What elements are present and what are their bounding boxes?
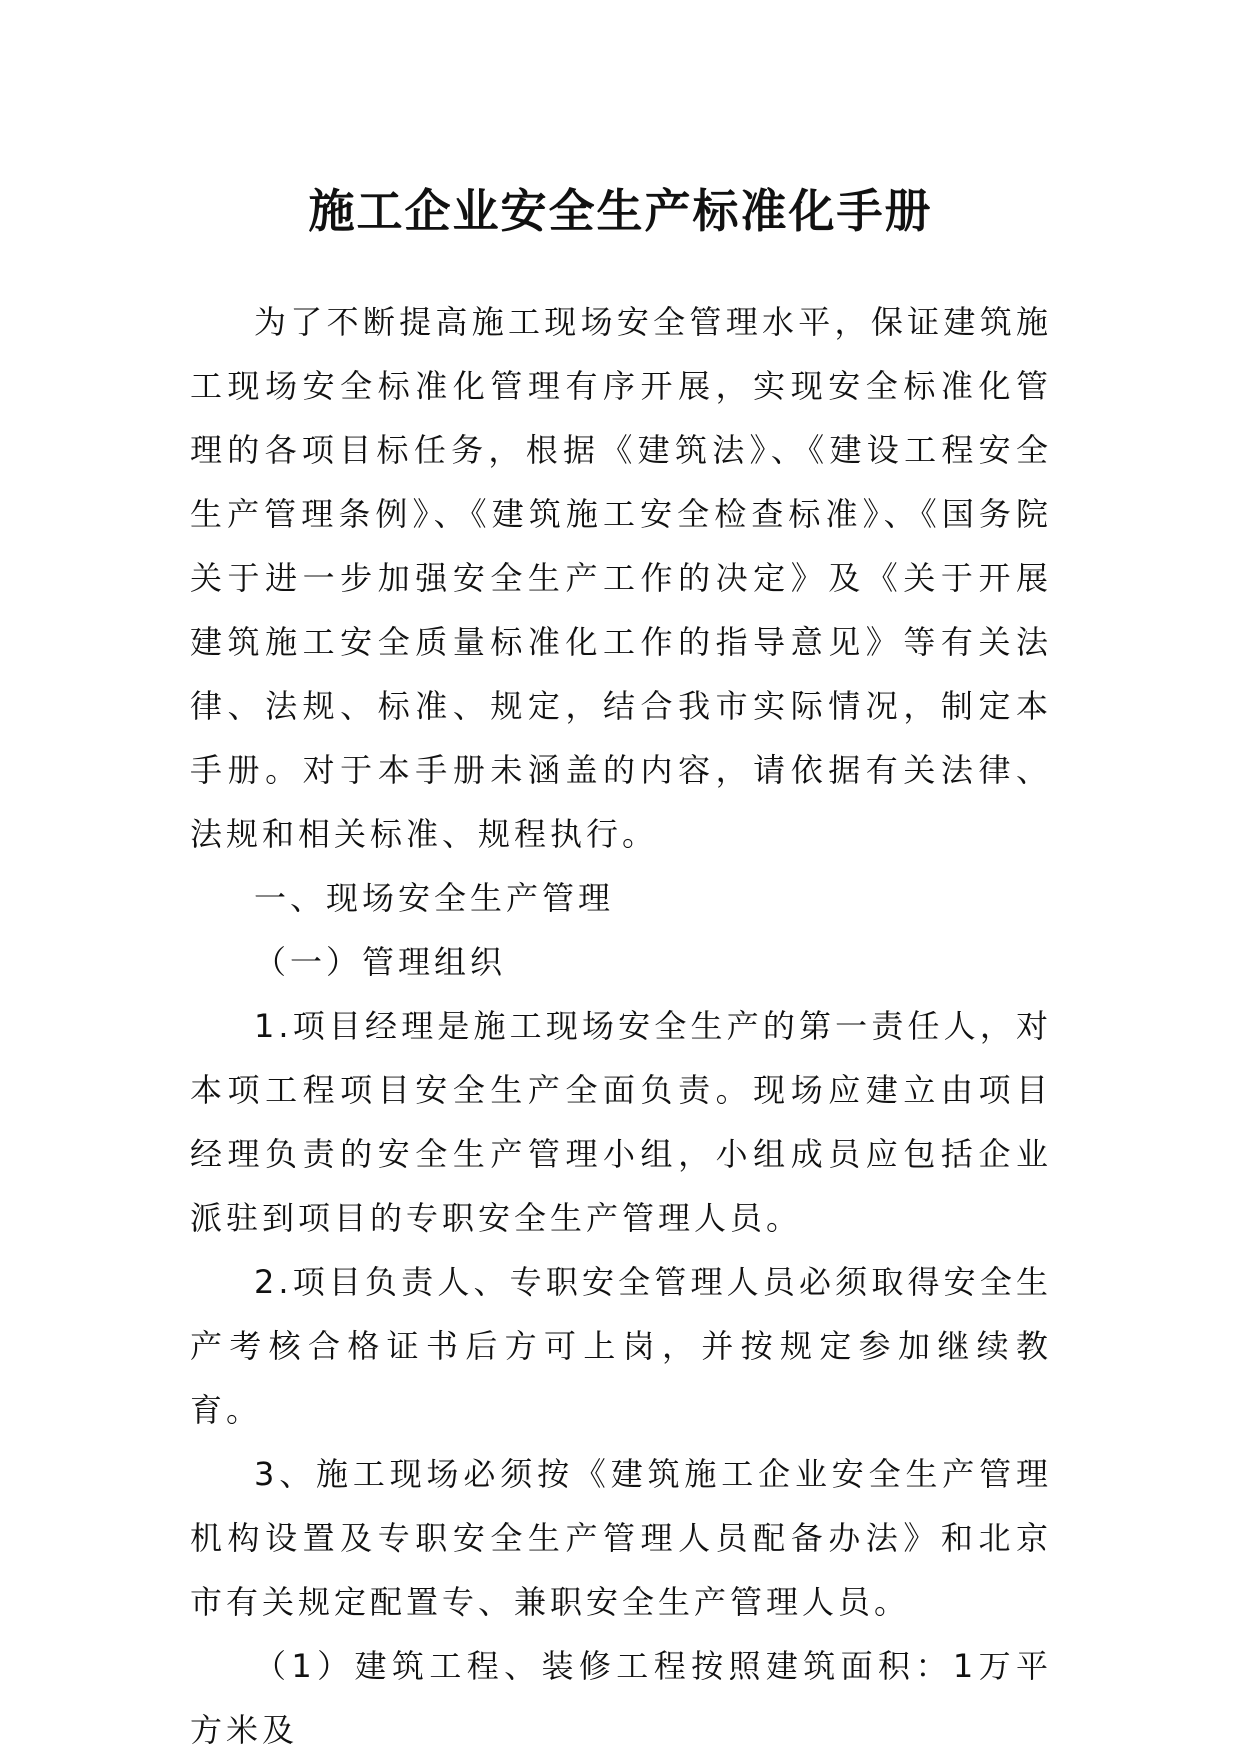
subsection-heading: （一）管理组织 <box>254 943 507 981</box>
item-3-1-paragraph: （1）建筑工程、装修工程按照建筑面积：1万平方米及 <box>190 1647 1052 1749</box>
item-3-paragraph: 3、施工现场必须按《建筑施工企业安全生产管理机构设置及专职安全生产管理人员配备办法》和北京市有关规定配置专、兼职安全生产管理人员。 <box>190 1455 1052 1621</box>
section-heading: 一、现场安全生产管理 <box>254 879 615 917</box>
document-title: 施工企业安全生产标准化手册 <box>308 183 933 238</box>
item-1-paragraph: 1.项目经理是施工现场安全生产的第一责任人，对本项工程项目安全生产全面负责。现场应建立由项目经理负责的安全生产管理小组，小组成员应包括企业派驻到项目的专职安全生产管理人员。 <box>190 1007 1052 1237</box>
item-2-paragraph: 2.项目负责人、专职安全管理人员必须取得安全生产考核合格证书后方可上岗，并按规定参加继续教育。 <box>190 1263 1052 1429</box>
document-body <box>190 290 1052 1762</box>
intro-paragraph: 为了不断提高施工现场安全管理水平，保证建筑施工现场安全标准化管理有序开展，实现安全标准化管理的各项目标任务，根据《建筑法》、《建设工程安全生产管理条例》、《建筑施工安全检查标准》、《国务院关于进一步加强安全生产工作的决定》及《关于开展建筑施工安全质量标准化工作的指导意见》等有关法律、法规、标准、规定，结合我市实际情况，制定本手册。对于本手册未涵盖的内容，请依据有关法律、法规和相关标准、规程执行。 <box>190 303 1052 853</box>
